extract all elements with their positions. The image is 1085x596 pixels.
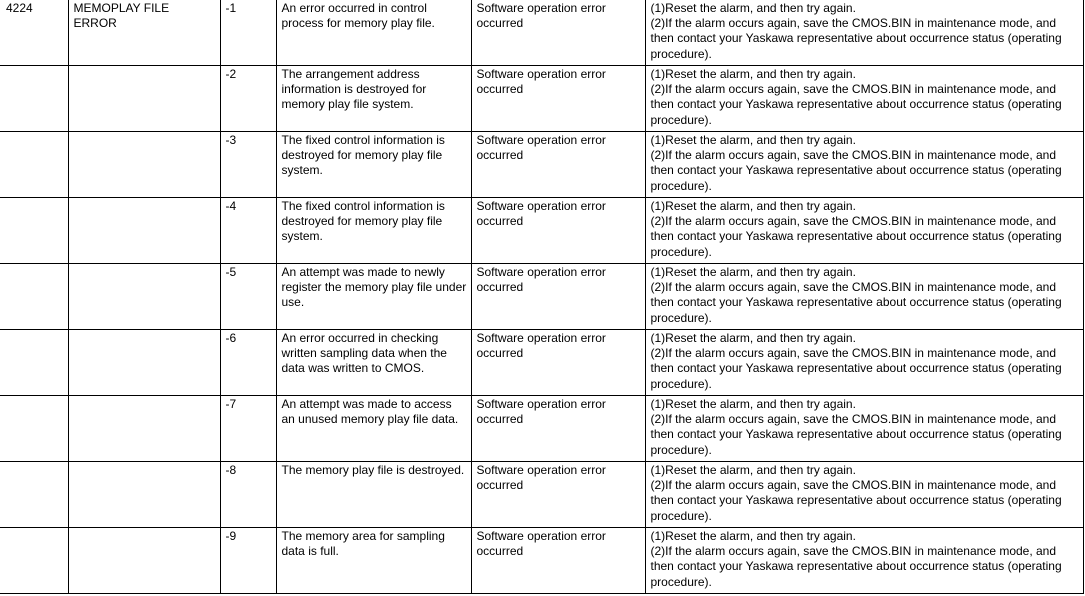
cause: Software operation error occurred <box>471 132 645 198</box>
sub-code: -1 <box>220 0 276 66</box>
meaning: The memory play file is destroyed. <box>276 462 471 528</box>
table-row <box>0 330 1083 396</box>
alarm-code-empty <box>0 528 68 594</box>
table-row <box>0 462 1083 528</box>
table-row <box>0 66 1083 132</box>
sub-code: -5 <box>220 264 276 330</box>
remedy: (1)Reset the alarm, and then try again. (2)If the alarm occurs again, save the CMOS.BIN in maintenance mode, and then contact your Yaskawa representative about occurrence status (operating procedure). <box>645 198 1083 264</box>
meaning: The fixed control information is destroyed for memory play file system. <box>276 132 471 198</box>
remedy: (1)Reset the alarm, and then try again. (2)If the alarm occurs again, save the CMOS.BIN in maintenance mode, and then contact your Yaskawa representative about occurrence status (operating procedure). <box>645 330 1083 396</box>
remedy: (1)Reset the alarm, and then try again. (2)If the alarm occurs again, save the CMOS.BIN in maintenance mode, and then contact your Yaskawa representative about occurrence status (operating procedure). <box>645 132 1083 198</box>
meaning: The arrangement address information is destroyed for memory play file system. <box>276 66 471 132</box>
table-row <box>0 132 1083 198</box>
remedy: (1)Reset the alarm, and then try again. (2)If the alarm occurs again, save the CMOS.BIN in maintenance mode, and then contact your Yaskawa representative about occurrence status (operating procedure). <box>645 396 1083 462</box>
table-row <box>0 264 1083 330</box>
cause: Software operation error occurred <box>471 462 645 528</box>
meaning: An attempt was made to newly register the memory play file under use. <box>276 264 471 330</box>
alarm-code-empty <box>0 132 68 198</box>
alarm-code-empty <box>0 330 68 396</box>
table-row <box>0 528 1083 594</box>
cause: Software operation error occurred <box>471 198 645 264</box>
alarm-name-empty <box>68 264 220 330</box>
meaning: An error occurred in checking written sampling data when the data was written to CMOS. <box>276 330 471 396</box>
remedy: (1)Reset the alarm, and then try again. (2)If the alarm occurs again, save the CMOS.BIN in maintenance mode, and then contact your Yaskawa representative about occurrence status (operating procedure). <box>645 0 1083 66</box>
cause: Software operation error occurred <box>471 0 645 66</box>
alarm-code: 4224 <box>0 0 68 66</box>
alarm-name-empty <box>68 330 220 396</box>
alarm-code-empty <box>0 396 68 462</box>
meaning: The fixed control information is destroyed for memory play file system. <box>276 198 471 264</box>
meaning: An attempt was made to access an unused memory play file data. <box>276 396 471 462</box>
alarm-name-empty <box>68 396 220 462</box>
alarm-name-empty <box>68 528 220 594</box>
cause: Software operation error occurred <box>471 66 645 132</box>
cause: Software operation error occurred <box>471 264 645 330</box>
sub-code: -4 <box>220 198 276 264</box>
alarm-name-empty <box>68 66 220 132</box>
cause: Software operation error occurred <box>471 330 645 396</box>
alarm-name-empty <box>68 462 220 528</box>
table-row <box>0 396 1083 462</box>
remedy: (1)Reset the alarm, and then try again. (2)If the alarm occurs again, save the CMOS.BIN in maintenance mode, and then contact your Yaskawa representative about occurrence status (operating procedure). <box>645 264 1083 330</box>
alarm-code-empty <box>0 66 68 132</box>
table-row <box>0 0 1083 66</box>
cause: Software operation error occurred <box>471 528 645 594</box>
alarm-name-empty <box>68 198 220 264</box>
alarm-code-empty <box>0 198 68 264</box>
meaning: An error occurred in control process for memory play file. <box>276 0 471 66</box>
sub-code: -7 <box>220 396 276 462</box>
sub-code: -9 <box>220 528 276 594</box>
sub-code: -6 <box>220 330 276 396</box>
remedy: (1)Reset the alarm, and then try again. (2)If the alarm occurs again, save the CMOS.BIN in maintenance mode, and then contact your Yaskawa representative about occurrence status (operating procedure). <box>645 462 1083 528</box>
sub-code: -2 <box>220 66 276 132</box>
table-row <box>0 198 1083 264</box>
alarm-code-empty <box>0 462 68 528</box>
alarm-name-empty <box>68 132 220 198</box>
cause: Software operation error occurred <box>471 396 645 462</box>
meaning: The memory area for sampling data is full. <box>276 528 471 594</box>
remedy: (1)Reset the alarm, and then try again. (2)If the alarm occurs again, save the CMOS.BIN in maintenance mode, and then contact your Yaskawa representative about occurrence status (operating procedure). <box>645 528 1083 594</box>
remedy: (1)Reset the alarm, and then try again. (2)If the alarm occurs again, save the CMOS.BIN in maintenance mode, and then contact your Yaskawa representative about occurrence status (operating procedure). <box>645 66 1083 132</box>
alarm-code-empty <box>0 264 68 330</box>
sub-code: -8 <box>220 462 276 528</box>
sub-code: -3 <box>220 132 276 198</box>
alarm-name: MEMOPLAY FILE ERROR <box>68 0 220 66</box>
